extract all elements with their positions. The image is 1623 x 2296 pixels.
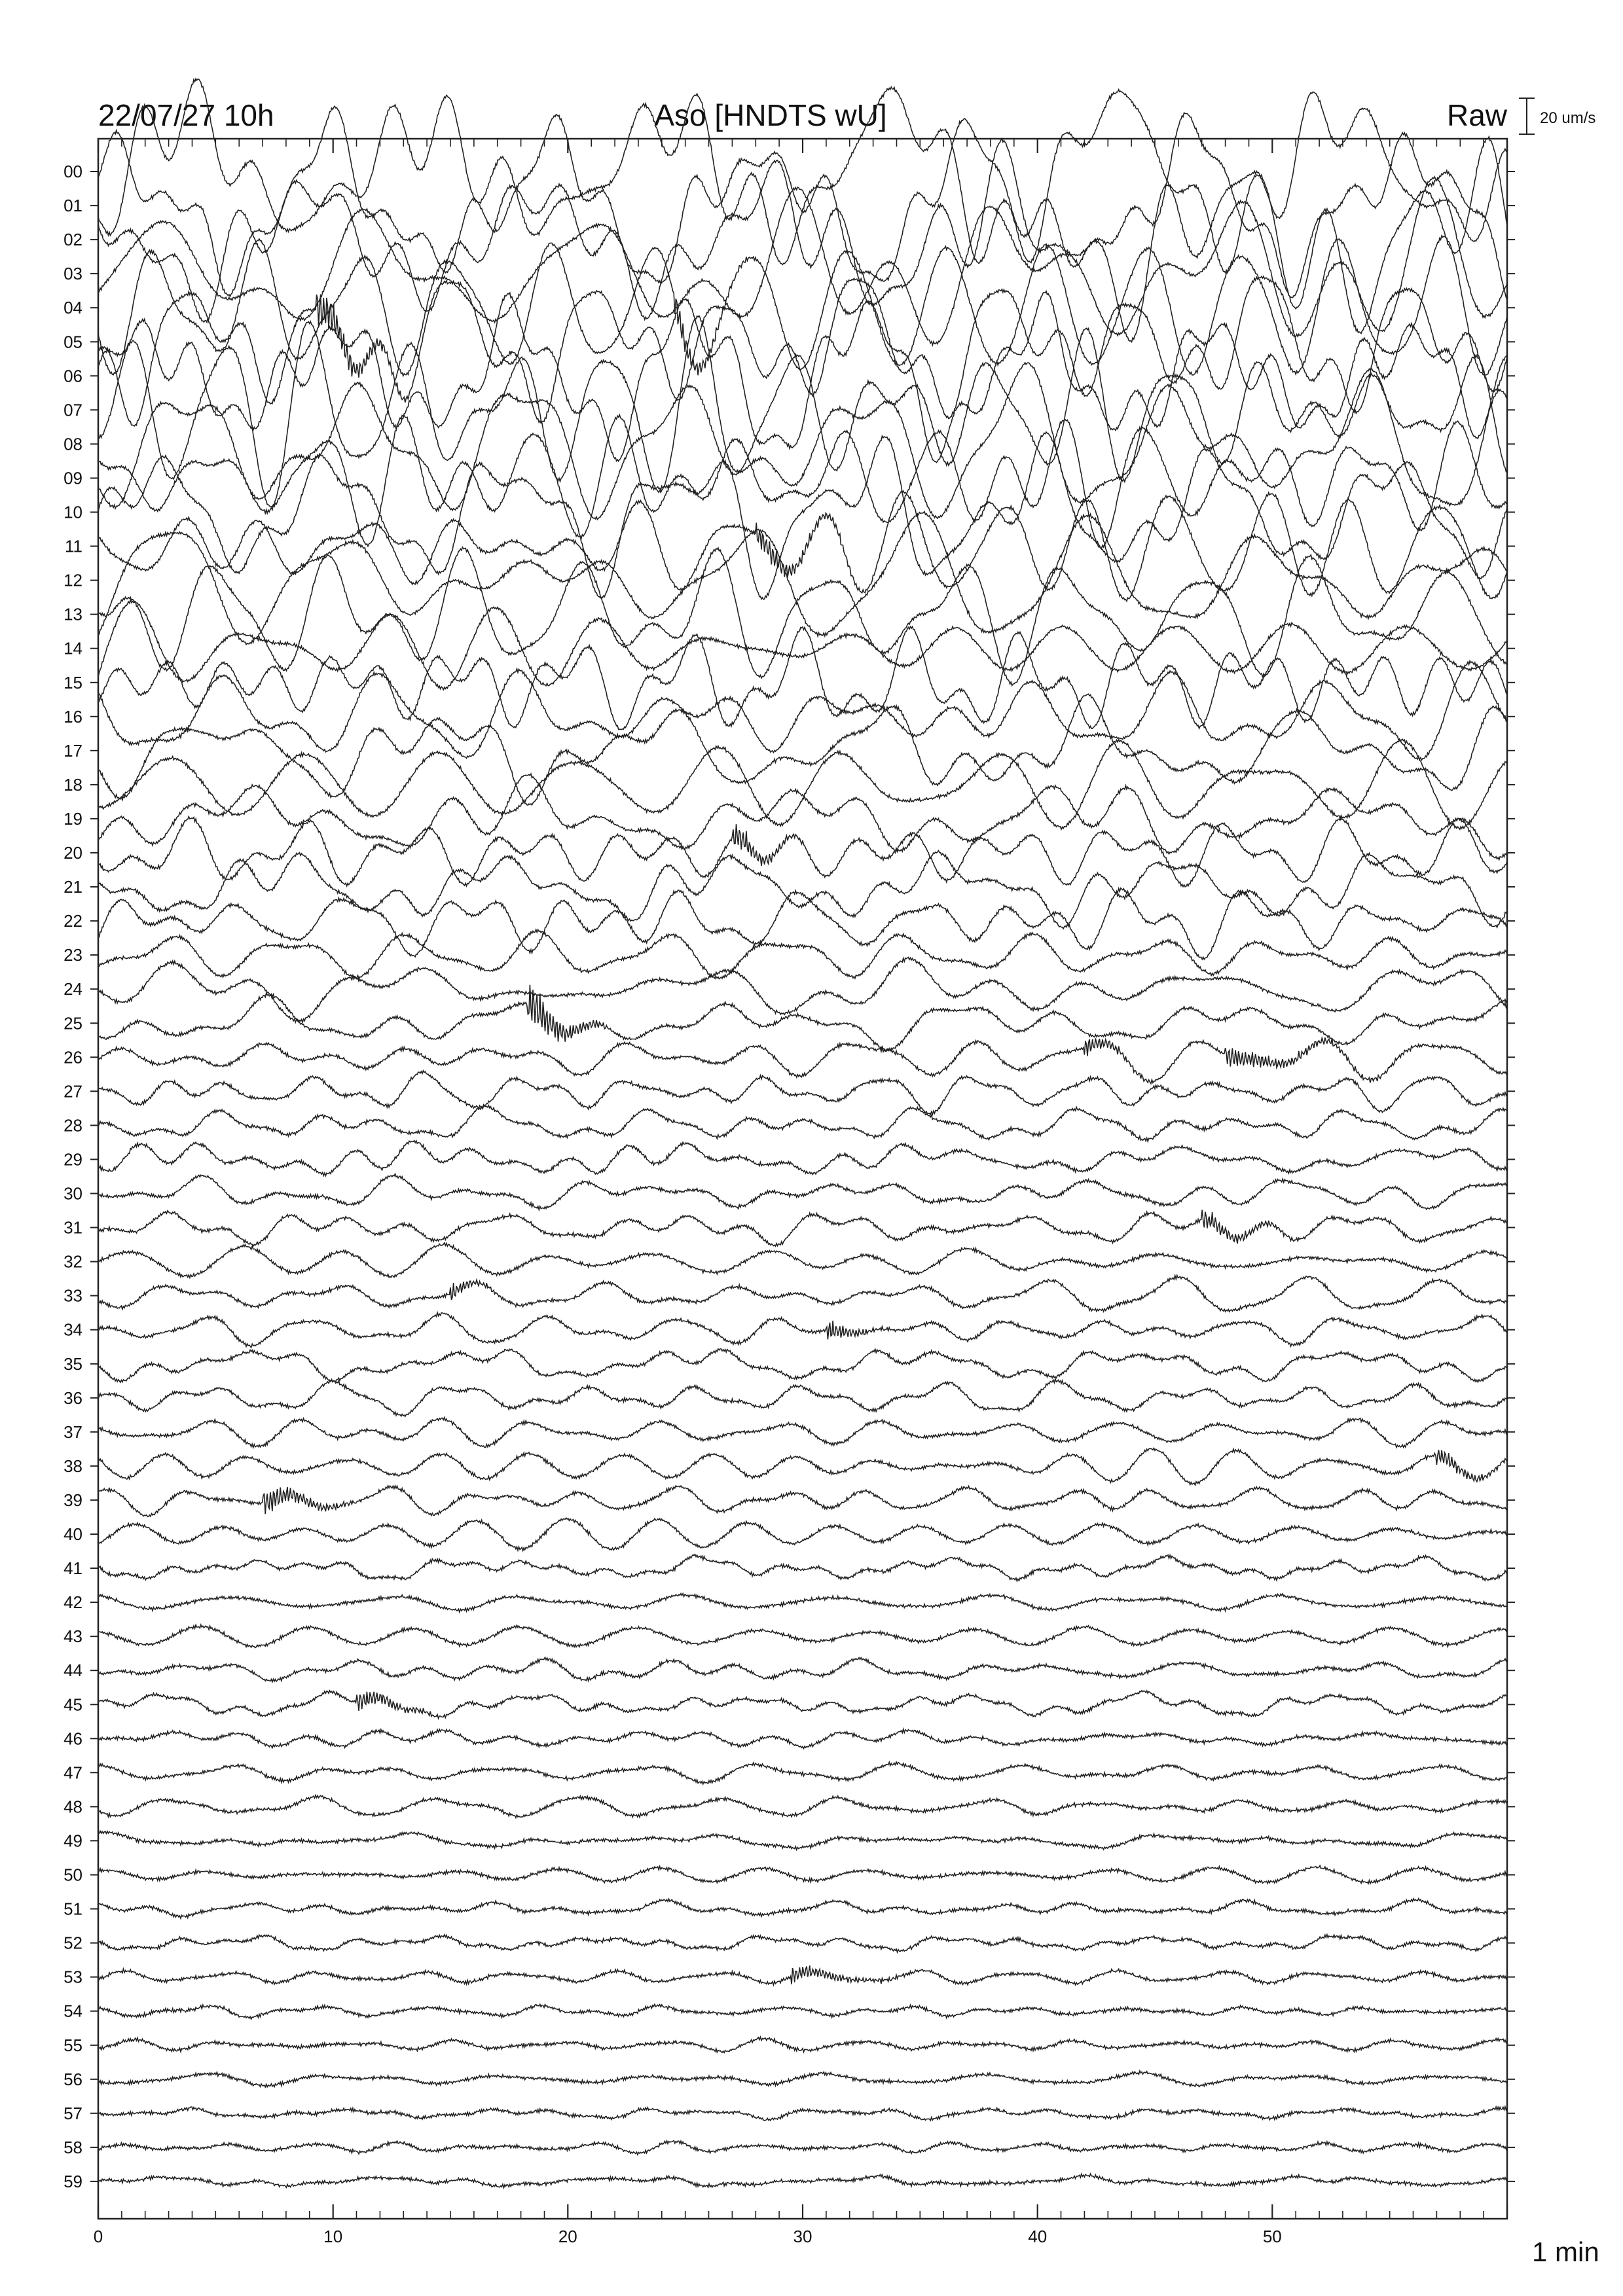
row-label: 19 (64, 808, 82, 829)
trace-row-42 (98, 1594, 1507, 1612)
mode-label: Raw (1446, 98, 1507, 132)
row-label: 02 (64, 230, 82, 250)
trace-row-26 (98, 1037, 1507, 1083)
trace-row-50 (98, 1865, 1507, 1884)
row-label: 04 (64, 298, 82, 318)
trace-group (98, 79, 1507, 2188)
row-label: 53 (64, 1967, 82, 1987)
trace-row-36 (98, 1379, 1507, 1417)
row-label: 12 (64, 570, 82, 590)
trace-row-49 (98, 1831, 1507, 1850)
row-label: 00 (64, 162, 82, 181)
trace-row-17 (98, 694, 1507, 805)
row-label: 51 (64, 1899, 82, 1919)
x-tick-label: 30 (793, 2227, 812, 2246)
x-axis-label: 1 min (1532, 2236, 1599, 2267)
row-label: 30 (64, 1183, 82, 1204)
row-label: 23 (64, 945, 82, 965)
row-label: 07 (64, 400, 82, 420)
trace-row-35 (98, 1349, 1507, 1382)
trace-row-31 (98, 1210, 1507, 1247)
trace-row-09 (98, 415, 1507, 548)
row-label: 17 (64, 740, 82, 761)
trace-row-59 (98, 2174, 1507, 2187)
x-tick-label: 10 (323, 2227, 343, 2246)
trace-row-20 (98, 817, 1507, 887)
row-label: 11 (65, 536, 82, 556)
row-label: 35 (64, 1354, 82, 1374)
trace-row-53 (98, 1965, 1507, 1985)
row-label: 46 (64, 1729, 82, 1749)
trace-row-04 (98, 236, 1507, 376)
row-label: 15 (64, 672, 82, 692)
row-label: 42 (64, 1592, 82, 1613)
row-label: 50 (64, 1865, 82, 1885)
trace-row-54 (98, 2004, 1507, 2019)
trace-row-58 (98, 2141, 1507, 2155)
row-label: 45 (64, 1695, 82, 1715)
row-label: 28 (64, 1115, 82, 1136)
trace-row-51 (98, 1899, 1507, 1918)
trace-row-39 (98, 1486, 1507, 1516)
x-tick-label: 40 (1028, 2227, 1048, 2246)
row-label: 31 (64, 1217, 82, 1238)
row-label: 40 (64, 1524, 82, 1544)
row-label: 18 (64, 774, 82, 795)
row-label: 52 (64, 1933, 82, 1953)
trace-row-12 (98, 512, 1507, 645)
trace-row-33 (98, 1276, 1507, 1312)
row-label: 55 (64, 2035, 82, 2055)
trace-row-48 (98, 1795, 1507, 1818)
plot-frame (98, 139, 1507, 2219)
trace-row-46 (98, 1729, 1507, 1749)
trace-row-27 (98, 1071, 1507, 1115)
trace-row-44 (98, 1657, 1507, 1682)
row-label: 27 (64, 1081, 82, 1102)
row-label: 10 (64, 502, 82, 522)
row-label: 47 (64, 1763, 82, 1783)
trace-row-38 (98, 1448, 1507, 1486)
trace-row-15 (98, 626, 1507, 729)
trace-row-11 (98, 491, 1507, 601)
row-label: 36 (64, 1388, 82, 1408)
trace-row-41 (98, 1554, 1507, 1581)
trace-row-56 (98, 2071, 1507, 2087)
scale-bar (1519, 98, 1535, 134)
trace-row-16 (98, 661, 1507, 761)
trace-row-57 (98, 2107, 1507, 2121)
row-label: 33 (64, 1285, 82, 1306)
date-label: 22/07/27 10h (98, 98, 274, 132)
x-tick-label: 0 (93, 2227, 103, 2246)
trace-row-29 (98, 1141, 1507, 1176)
row-label: 29 (64, 1149, 82, 1170)
row-label: 24 (64, 979, 82, 999)
row-label: 56 (64, 2069, 82, 2089)
row-label: 09 (64, 468, 82, 488)
row-label: 14 (64, 638, 82, 658)
row-label-group (64, 162, 1515, 2191)
row-label: 41 (64, 1558, 82, 1578)
trace-row-24 (98, 958, 1507, 1023)
row-label: 58 (64, 2137, 82, 2157)
trace-row-01 (98, 106, 1507, 299)
row-label: 38 (64, 1456, 82, 1476)
trace-row-55 (98, 2037, 1507, 2053)
row-label: 26 (64, 1047, 82, 1067)
trace-row-05 (98, 276, 1507, 426)
trace-row-23 (98, 929, 1507, 978)
row-label: 37 (64, 1422, 82, 1442)
row-label: 43 (64, 1626, 82, 1647)
trace-row-47 (98, 1762, 1507, 1784)
trace-row-52 (98, 1935, 1507, 1952)
trace-row-14 (98, 600, 1507, 690)
row-label: 44 (64, 1660, 82, 1681)
row-label: 01 (64, 196, 82, 216)
trace-row-03 (98, 177, 1507, 345)
x-axis (94, 139, 1507, 2246)
trace-row-45 (98, 1691, 1507, 1719)
trace-row-43 (98, 1624, 1507, 1647)
row-label: 08 (64, 434, 82, 454)
row-label: 16 (64, 706, 82, 726)
row-label: 21 (64, 877, 82, 897)
trace-row-18 (98, 739, 1507, 829)
row-label: 06 (64, 366, 82, 386)
scale-label: 20 um/s (1540, 109, 1596, 127)
x-tick-label: 20 (558, 2227, 577, 2246)
row-label: 25 (64, 1013, 82, 1033)
row-label: 05 (64, 332, 82, 352)
trace-row-21 (98, 851, 1507, 929)
chart-title: Aso [HNDTS wU] (654, 98, 887, 132)
trace-row-37 (98, 1418, 1507, 1448)
row-label: 39 (64, 1490, 82, 1510)
trace-row-19 (98, 774, 1507, 859)
row-label: 57 (64, 2103, 82, 2123)
row-label: 59 (64, 2171, 82, 2191)
trace-row-28 (98, 1105, 1507, 1141)
row-label: 13 (64, 604, 82, 624)
row-label: 54 (64, 2001, 82, 2021)
trace-row-30 (98, 1174, 1507, 1210)
trace-row-34 (98, 1312, 1507, 1347)
trace-row-40 (98, 1518, 1507, 1551)
row-label: 03 (64, 264, 82, 284)
row-label: 48 (64, 1797, 82, 1817)
row-label: 49 (64, 1831, 82, 1851)
x-tick-label: 50 (1262, 2227, 1282, 2246)
row-label: 22 (64, 911, 82, 931)
row-label: 34 (64, 1319, 82, 1340)
trace-row-32 (98, 1243, 1507, 1278)
row-label: 20 (64, 843, 82, 863)
row-label: 32 (64, 1251, 82, 1272)
